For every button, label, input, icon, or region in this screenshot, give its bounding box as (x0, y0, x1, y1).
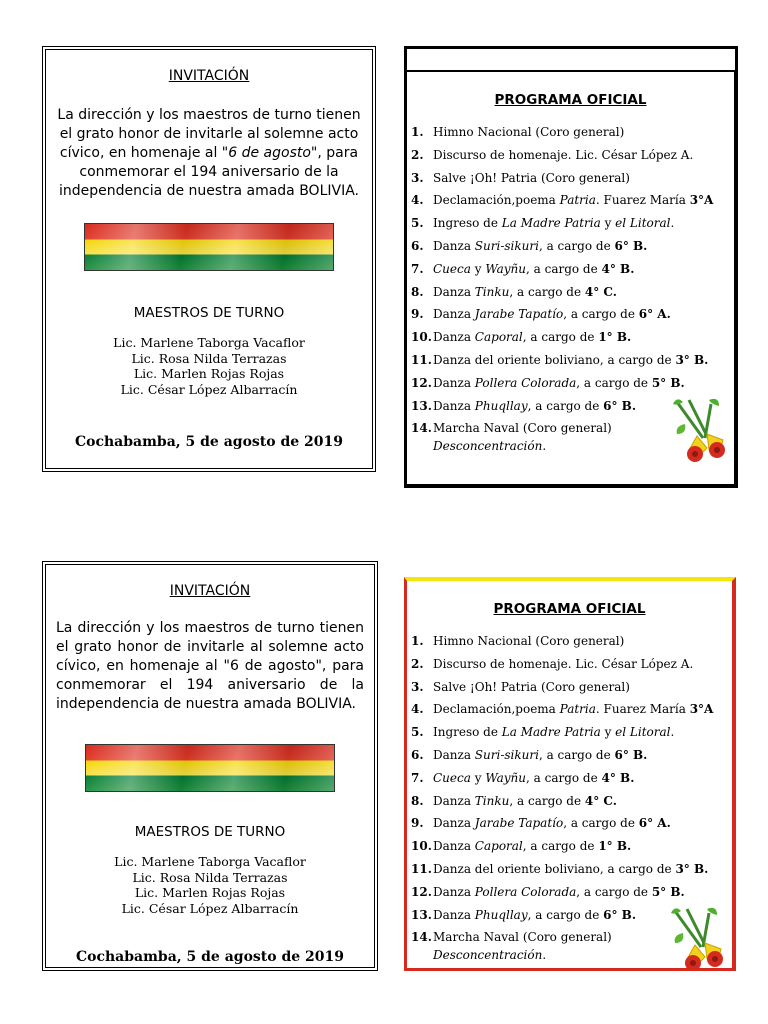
program-item-number: 12. (411, 375, 432, 390)
program-item-text-part: Himno Nacional (Coro general) (433, 634, 625, 648)
program-item-text-part: Pollera Colorada (474, 375, 577, 390)
program-item (411, 676, 728, 699)
invitation-text-part: La dirección y los maestros de turno tienen el grato honor de invitarle al solemne acto cívico, en homenaje al (56, 620, 364, 674)
teachers-list (46, 854, 374, 916)
program-item-text (433, 395, 636, 418)
program-item-text (433, 372, 685, 395)
program-item-text (433, 189, 713, 212)
program-item-text (433, 303, 671, 326)
program-item-number: 12. (411, 884, 432, 899)
program-item-text-part: Discurso de homenaje. Lic. César López A. (433, 656, 694, 671)
program-item-text-part: 1° B. (598, 330, 632, 345)
bolivia-flag-image (85, 744, 335, 792)
program-item (411, 835, 728, 858)
program-item-text-part: 6° A. (638, 307, 671, 322)
program-item-text-part: Wayñu (485, 770, 526, 785)
program-item-number: 5. (411, 216, 424, 231)
program-item-number: 6. (411, 238, 424, 253)
program-item-text-part: Ingreso de (433, 725, 502, 740)
program-item-text-part: 6° B. (614, 238, 648, 253)
teacher-name: Lic. Rosa Nilda Terrazas (132, 869, 288, 885)
invitation-text-part: , para conmemorar el 194 aniversario de la independencia de nuestra amada BOLIVIA. (58, 145, 359, 199)
program-item-text (433, 812, 671, 835)
program-item (411, 767, 728, 790)
program-title: PROGRAMA OFICIAL (494, 92, 647, 108)
program-title: PROGRAMA OFICIAL (493, 601, 646, 617)
program-item-number: 14. (411, 930, 432, 945)
program-item-number: 4. (411, 702, 424, 717)
program-item-number: 1. (411, 125, 424, 139)
teacher-name: Lic. Rosa Nilda Terrazas (131, 350, 287, 366)
program-item-text-part: Tinku (474, 793, 510, 808)
program-item-text-part: Declamación,poema (433, 193, 560, 208)
program-item-text-part: Himno Nacional (Coro general) (433, 125, 625, 139)
program-item-text (433, 926, 612, 949)
program-item-text-part: y (600, 725, 616, 740)
teacher-name: Lic. César López Albarracín (120, 381, 298, 397)
program-item-text-part: Marcha Naval (Coro general) (433, 930, 612, 945)
program-item (411, 744, 728, 767)
program-closing: Desconcentración. (433, 439, 547, 453)
program-item-text (433, 281, 617, 304)
invitation-text-date: "6 de agosto" (223, 658, 322, 674)
program-item-text-part: Danza (433, 398, 475, 413)
program-item-text-part: . (670, 725, 675, 740)
program-card-top (404, 70, 738, 488)
program-item-text-part: Patria (559, 193, 596, 208)
program-closing: Desconcentración. (433, 948, 547, 962)
program-item-number: 6. (411, 747, 424, 762)
program-item-text-part: Jarabe Tapatío (474, 816, 564, 831)
program-item-text-part: Ingreso de (433, 216, 502, 231)
bolivia-flag-image (84, 223, 334, 271)
program-item-text-part: Caporal (474, 330, 523, 345)
program-item-number: 8. (411, 793, 424, 808)
program-item-text (433, 721, 674, 744)
program-item (411, 653, 728, 676)
program-item (411, 790, 728, 813)
program-item-text-part: Danza del oriente boliviano, a cargo de (433, 352, 676, 367)
program-item (411, 281, 730, 304)
program-item-text-part: Danza (433, 907, 475, 922)
program-item (411, 144, 730, 167)
program-item-text-part: 4° C. (584, 793, 617, 808)
program-item-text-part: 6° B. (614, 747, 648, 762)
program-item-text-part: Salve ¡Oh! Patria (Coro general) (433, 170, 630, 185)
program-item-text (433, 790, 617, 813)
program-item-text-part: Patria (559, 702, 596, 717)
program-item-number: 4. (411, 193, 424, 208)
program-item-text (433, 235, 647, 258)
program-item (411, 258, 730, 281)
program-item-text-part: 5° B. (651, 375, 685, 390)
program-item-number: 7. (411, 261, 424, 276)
invitation-card-bottom (42, 561, 378, 971)
program-item-text-part: Jarabe Tapatío (474, 307, 564, 322)
program-item-text (433, 744, 647, 767)
program-item (411, 858, 728, 881)
program-item-text-part: Suri-sikuri (474, 747, 539, 762)
invitation-card-top (42, 46, 376, 472)
program-item-text-part: , a cargo de (538, 747, 615, 762)
program-item-text (433, 767, 634, 790)
program-item (411, 812, 728, 835)
invitation-title: INVITACIÓN (169, 583, 251, 599)
program-item-number: 7. (411, 770, 424, 785)
place-date: Cochabamba, 5 de agosto de 2019 (75, 949, 345, 965)
program-item-text-part: 3° B. (675, 352, 709, 367)
program-item-text-part: La Madre Patria (501, 216, 601, 231)
invitation-text (56, 106, 362, 201)
program-item (411, 303, 730, 326)
program-item-text-part: 5° B. (651, 884, 685, 899)
program-item (411, 212, 730, 235)
program-item-number: 9. (411, 307, 424, 322)
program-item-text-part: . (670, 216, 675, 231)
program-item-text-part: Suri-sikuri (474, 238, 539, 253)
program-item-text-part: , a cargo de (576, 375, 652, 390)
program-item-text-part: 1° B. (598, 839, 632, 854)
program-item-text (433, 858, 708, 881)
program-item-number: 13. (411, 398, 432, 413)
program-item (411, 349, 730, 372)
program-item-text-part: Phuqllay (474, 398, 528, 413)
program-item-text-part: Danza (433, 884, 475, 899)
program-item-text-part: , a cargo de (538, 238, 615, 253)
teacher-name: Lic. Marlene Taborga Vacaflor (114, 854, 306, 869)
place-date: Cochabamba, 5 de agosto de 2019 (74, 434, 344, 450)
program-item (411, 167, 730, 190)
invitation-text-part: , para conmemorar el 194 aniversario de la independencia de nuestra amada BOLIVIA. (56, 658, 364, 712)
invitation-title: INVITACIÓN (168, 68, 250, 84)
program-item-number: 9. (411, 816, 424, 831)
program-item-text (433, 698, 713, 721)
program-item-number: 2. (411, 147, 424, 162)
program-item-text-part: Discurso de homenaje. Lic. César López A. (433, 147, 694, 162)
program-item-text (433, 630, 624, 653)
program-item-text-part: , a cargo de (526, 261, 602, 276)
program-item-text-part: . Fuarez María (595, 702, 690, 717)
program-item-text-part: . Fuarez María (595, 193, 690, 208)
program-item-text-part: , a cargo de (527, 398, 604, 413)
program-item-text (433, 881, 685, 904)
program-item-text-part: 4° C. (584, 284, 617, 299)
teacher-name: Lic. César López Albarracín (121, 900, 299, 916)
program-item-number: 3. (411, 170, 424, 185)
program-item-text-part: , a cargo de (527, 907, 604, 922)
program-item-number: 13. (411, 907, 432, 922)
teacher-name: Lic. Marlene Taborga Vacaflor (113, 335, 305, 350)
program-item-text (433, 417, 612, 440)
kantuta-flower-icon (667, 394, 731, 468)
program-item-text (433, 144, 693, 167)
program-item-number: 14. (411, 421, 432, 436)
program-item-text (433, 904, 636, 927)
program-item-text-part: Danza del oriente boliviano, a cargo de (433, 861, 676, 876)
program-item-text-part: Danza (433, 238, 475, 253)
program-item-text (433, 676, 630, 699)
program-item-text-part: La Madre Patria (501, 725, 601, 740)
program-item (411, 698, 728, 721)
program-item-number: 8. (411, 284, 424, 299)
program-item-text-part: Danza (433, 793, 475, 808)
program-item-text-part: Danza (433, 839, 475, 854)
program-item-text-part: Declamación,poema (433, 702, 560, 717)
program-item (411, 372, 730, 395)
invitation-text-part: La dirección y los maestros de turno tienen el grato honor de invitarle al solemne acto cívico, en homenaje al (57, 107, 361, 161)
program-item-text (433, 258, 634, 281)
program-item-text-part: Caporal (474, 839, 523, 854)
program-item-text-part: 4° B. (601, 770, 635, 785)
program-item-text-part: Tinku (474, 284, 510, 299)
program-item-text-part: Phuqllay (474, 907, 528, 922)
program-item-number: 3. (411, 679, 424, 694)
program-item-text-part: , a cargo de (522, 330, 599, 345)
program-item-text-part: Pollera Colorada (474, 884, 577, 899)
invitation-text (56, 619, 364, 714)
program-item-text-part: Danza (433, 330, 475, 345)
program-item-text-part: , a cargo de (509, 793, 585, 808)
program-item-text-part: , a cargo de (563, 307, 639, 322)
program-item-text-part: 6° A. (638, 816, 671, 831)
program-item-text-part: , a cargo de (522, 839, 599, 854)
program-item-text (433, 167, 630, 190)
program-item-text-part: Danza (433, 307, 475, 322)
program-item-text-part: Danza (433, 747, 475, 762)
program-item-text-part: , a cargo de (563, 816, 639, 831)
program-item-number: 10. (411, 330, 432, 345)
program-item-text (433, 349, 708, 372)
program-item (411, 326, 730, 349)
program-item-text-part: el Litoral (615, 725, 671, 740)
program-item-text-part: y (470, 770, 486, 785)
program-item-text-part: 3°A (689, 193, 714, 208)
program-item-text-part: 3°A (689, 702, 714, 717)
program-item (411, 235, 730, 258)
program-item-number: 2. (411, 656, 424, 671)
program-item-text (433, 212, 674, 235)
program-item-text-part: 3° B. (675, 861, 709, 876)
program-list (411, 630, 728, 949)
program-item-number: 11. (411, 861, 432, 876)
program-item-number: 5. (411, 725, 424, 740)
teacher-name: Lic. Marlen Rojas Rojas (133, 366, 285, 381)
teachers-list (46, 335, 372, 397)
program-item (411, 189, 730, 212)
program-item-text (433, 835, 631, 858)
program-list (411, 121, 730, 440)
program-item (411, 121, 730, 144)
program-header-bar (404, 46, 738, 72)
program-item-text-part: Danza (433, 284, 475, 299)
program-item-text-part: , a cargo de (509, 284, 585, 299)
kantuta-flower-icon (665, 903, 729, 977)
teachers-heading: MAESTROS DE TURNO (133, 305, 285, 321)
program-item-text-part: , a cargo de (526, 770, 602, 785)
program-item-text-part: el Litoral (615, 216, 671, 231)
program-item-number: 10. (411, 839, 432, 854)
program-item-text-part: Danza (433, 816, 475, 831)
teachers-heading: MAESTROS DE TURNO (134, 824, 286, 840)
program-item (411, 721, 728, 744)
program-item-number: 11. (411, 352, 432, 367)
program-item-text-part: Salve ¡Oh! Patria (Coro general) (433, 679, 630, 694)
program-item-text-part: Cueca (433, 261, 471, 276)
program-item (411, 630, 728, 653)
program-item-text-part: Danza (433, 375, 475, 390)
program-item-text-part: , a cargo de (576, 884, 652, 899)
program-item-text-part: y (600, 216, 616, 231)
program-card-bottom (404, 577, 736, 971)
invitation-text-date: "6 de agosto" (221, 145, 318, 161)
program-item-text-part: y (470, 261, 486, 276)
program-item-text-part: Cueca (433, 770, 471, 785)
program-item-text-part: Marcha Naval (Coro general) (433, 421, 612, 436)
program-item-text (433, 653, 693, 676)
program-item-text-part: Wayñu (485, 261, 526, 276)
program-item (411, 881, 728, 904)
program-item-text (433, 121, 624, 144)
program-item-text-part: 6° B. (603, 398, 637, 413)
program-item-number: 1. (411, 634, 424, 648)
program-item-text-part: 6° B. (603, 907, 637, 922)
program-item-text (433, 326, 631, 349)
teacher-name: Lic. Marlen Rojas Rojas (134, 885, 286, 900)
program-item-text-part: 4° B. (601, 261, 635, 276)
